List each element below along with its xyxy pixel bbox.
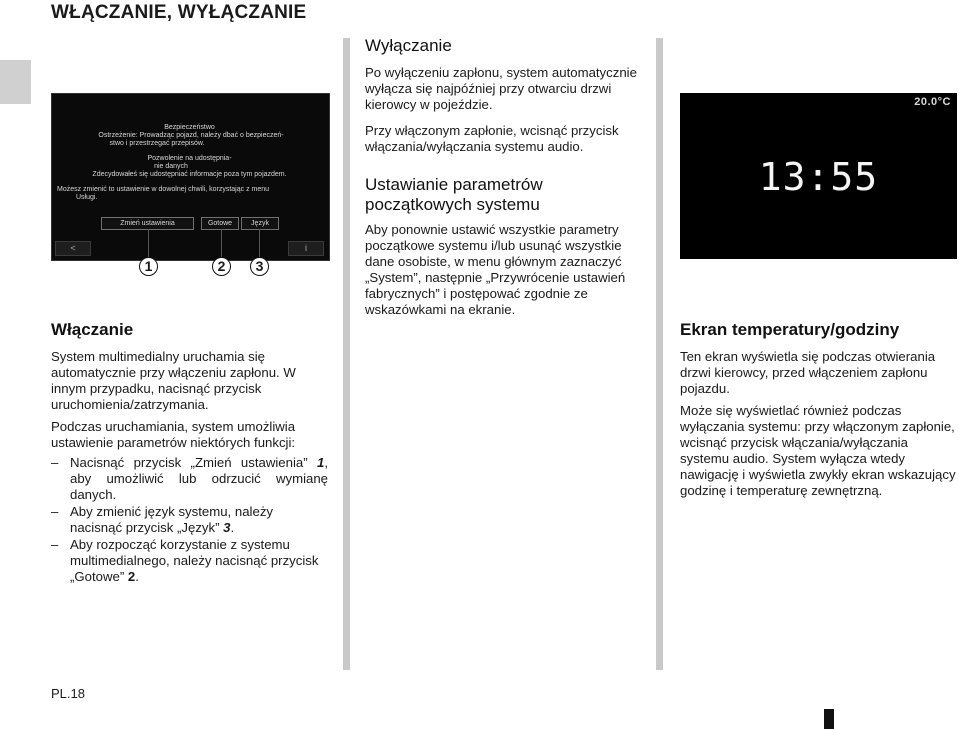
paragraph-factory-reset: Aby ponownie ustawić wszystkie parametry początkowe systemu i/lub usunąć wszystkie dane osobiste, w menu głównym zaznaczyć „System”, następnie „Przywrócenie ustawień fabrycznych” i postępować zgodnie ze wskazówkami na ekranie. <box>365 222 626 317</box>
page-corner-marker <box>824 709 834 729</box>
screen-text-warning-cont: stwo i przestrzegać przepisów. <box>109 140 205 147</box>
callout-line-1 <box>148 229 149 257</box>
paragraph-audio-button: Przy włączonym zapłonie, wcisnąć przycisk włączania/wyłączania systemu audio. <box>365 123 619 154</box>
language-button[interactable]: Język <box>241 217 279 230</box>
page-title: WŁĄCZANIE, WYŁĄCZANIE <box>51 2 307 23</box>
right-column <box>680 320 957 503</box>
temperature-readout: 20.0°C <box>914 96 951 108</box>
callout-1: 1 <box>139 257 158 276</box>
change-settings-button[interactable]: Zmień ustawienia <box>101 217 194 230</box>
info-button[interactable]: i <box>288 241 324 256</box>
paragraph-auto-off: Po wyłączeniu zapłonu, system automatycznie wyłącza się najpóźniej przy otwarciu drzwi kierowcy w pojeździe. <box>365 65 637 112</box>
screen-text-sharing-3: Zdecydowałeś się udostępniać informacje poza tym pojazdem. <box>92 171 287 178</box>
page-number: PL.18 <box>51 686 85 701</box>
screen-text-sharing-2: nie danych <box>154 163 188 170</box>
column-divider-left <box>343 38 350 670</box>
section-tab-marker <box>0 60 31 104</box>
middle-body-2 <box>365 222 643 318</box>
back-button[interactable]: < <box>55 241 91 256</box>
startup-steps-list <box>51 455 328 585</box>
clock-readout: 13:55 <box>758 155 879 199</box>
callout-3: 3 <box>250 257 269 276</box>
screen-text-warning: Ostrzeżenie: Prowadząc pojazd, należy dbać o bezpieczeń- <box>98 132 284 139</box>
callout-line-3 <box>259 229 260 257</box>
callout-line-2 <box>221 229 222 257</box>
screen-text-change-2: Usługi. <box>76 194 98 201</box>
screen-text-sharing-1: Pozwolenie na udostępnia- <box>147 155 232 162</box>
middle-column <box>365 36 643 322</box>
left-body <box>51 349 328 585</box>
heading-switching-on: Włączanie <box>51 320 134 339</box>
right-body <box>680 349 957 499</box>
screen-text-safety: Bezpieczeństwo <box>164 124 215 131</box>
paragraph-auto-start: System multimedialny uruchamia się automatycznie przy włączeniu zapłonu. W innym przypadku, nacisnąć przycisk uruchomienia/zatrzymania. <box>51 349 296 412</box>
screen-text-change-1: Możesz zmienić to ustawienie w dowolnej chwili, korzystając z menu <box>57 186 270 193</box>
paragraph-startup-settings: Podczas uruchamiania, system umożliwia ustawienie parametrów niektórych funkcji: <box>51 419 296 450</box>
clock-screen-illustration <box>680 93 957 259</box>
heading-temperature-clock: Ekran temperatury/godziny <box>680 320 900 339</box>
middle-body-1 <box>365 65 643 155</box>
list-item: – Aby rozpocząć korzystanie z systemu multimedialnego, należy nacisnąć przycisk „Gotowe” 2. <box>51 537 328 585</box>
list-item: – Nacisnąć przycisk „Zmień ustawienia” 1, aby umożliwić lub odrzucić wymianę danych. <box>51 455 328 503</box>
left-column <box>51 320 328 586</box>
paragraph-clock-shutdown: Może się wyświetlać również podczas wyłączania systemu: przy włączonym zapłonie, wcisnąć przycisk włączania/wyłączania systemu audio. System wyłącza wtedy nawigację i wyświetla zwykły ekran wskazujący godzinę i temperaturę zewnętrzną. <box>680 403 956 498</box>
paragraph-clock-display: Ten ekran wyświetla się podczas otwierania drzwi kierowcy, przed włączeniem zapłonu pojazdu. <box>680 349 936 396</box>
list-item: – Aby zmienić język systemu, należy nacisnąć przycisk „Język” 3. <box>51 504 328 536</box>
done-button[interactable]: Gotowe <box>201 217 239 230</box>
startup-screen-content <box>51 93 328 259</box>
column-divider-right <box>656 38 663 670</box>
callout-2: 2 <box>212 257 231 276</box>
heading-switching-off: Wyłączanie <box>365 36 452 55</box>
heading-initial-settings: Ustawianie parametrów początkowych systemu <box>365 175 543 214</box>
